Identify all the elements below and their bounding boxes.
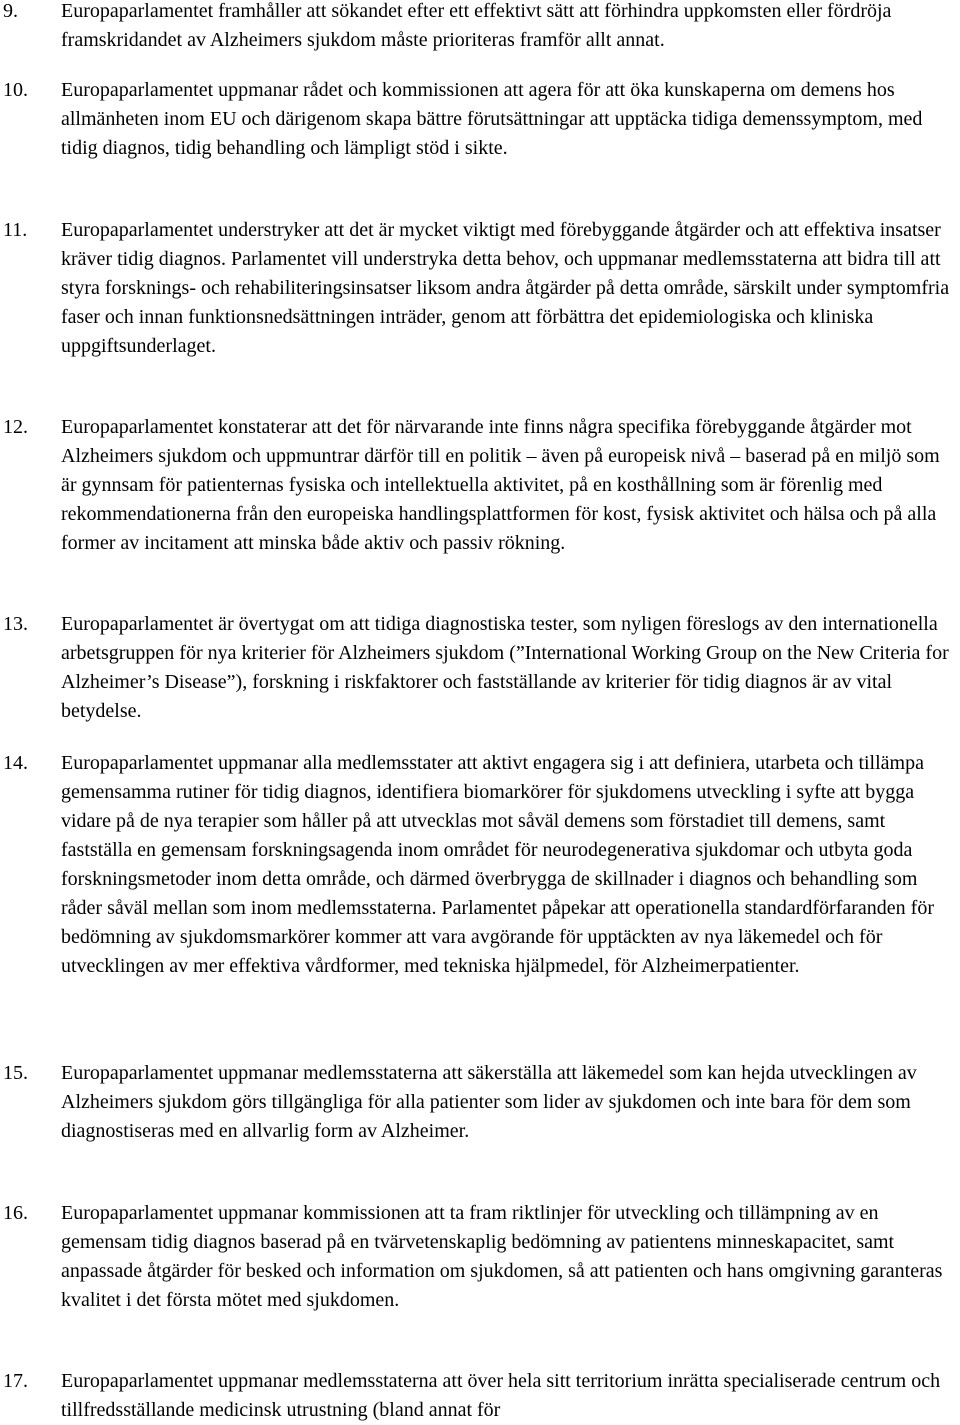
paragraph-text: Europaparlamentet uppmanar kommissionen att ta fram riktlinjer för utveckling och tillämpning av en gemensam tidig diagnos baserad på en tvärvetenskaplig bedömning av patientens minneskapacitet, samt anpassade åtgärder för besked och information om sjukdomen, så att patienten och hans omgivning garanteras kvalitet i det första mötet med sjukdomen. <box>61 1202 943 1311</box>
paragraph-text: Europaparlamentet uppmanar rådet och kommissionen att agera för att öka kunskaperna om demens hos allmänheten inom EU och därigenom skapa bättre förutsättningar att upptäcka tidiga demenssymptom, med tidig diagnos, tidig behandling och lämpligt stöd i sikte. <box>61 79 923 159</box>
paragraph-text: Europaparlamentet uppmanar medlemsstaterna att säkerställa att läkemedel som kan hejda utvecklingen av Alzheimers sjukdom görs tillgängliga för alla patienter som lider av sjukdomen och inte bara för dem som diagnostiseras med en allvarlig form av Alzheimer. <box>61 1062 917 1142</box>
paragraph-10 <box>0 76 960 163</box>
paragraph-text: Europaparlamentet är övertygat om att tidiga diagnostiska tester, som nyligen föreslogs av den internationella arbetsgruppen för nya kriterier för Alzheimers sjukdom (”International Working Group on the New Criteria for Alzheimer’s Disease”), forskning i riskfaktorer och fastställande av kriterier för tidig diagnos är av vital betydelse. <box>61 613 949 722</box>
paragraph-number: 9. <box>3 0 18 22</box>
paragraph-15 <box>0 1059 960 1146</box>
paragraph-text: Europaparlamentet uppmanar medlemsstaterna att över hela sitt territorium inrätta specialiserade centrum och tillfredsställande medicinsk utrustning (bland annat för <box>61 1370 941 1421</box>
paragraph-number: 14. <box>3 752 28 774</box>
paragraph-11 <box>0 216 960 361</box>
paragraph-13 <box>0 610 960 726</box>
paragraph-number: 10. <box>3 79 28 101</box>
paragraph-17 <box>0 1367 960 1425</box>
paragraph-number: 11. <box>3 219 28 241</box>
paragraph-14 <box>0 749 960 981</box>
paragraph-9 <box>0 0 960 55</box>
paragraph-16 <box>0 1199 960 1315</box>
paragraph-text: Europaparlamentet understryker att det är mycket viktigt med förebyggande åtgärder och att effektiva insatser kräver tidig diagnos. Parlamentet vill understryka detta behov, och uppmanar medlemsstaterna att bidra till att styra forsknings- och rehabiliteringsinsatser liksom andra åtgärder på detta område, särskilt under symptomfria faser och innan funktionsnedsättningen inträder, genom att förbättra det epidemiologiska och kliniska uppgiftsunderlaget. <box>61 219 950 357</box>
paragraph-number: 17. <box>3 1370 28 1392</box>
paragraph-number: 15. <box>3 1062 28 1084</box>
paragraph-12 <box>0 413 960 558</box>
paragraph-number: 13. <box>3 613 28 635</box>
paragraph-number: 16. <box>3 1202 28 1224</box>
paragraph-text: Europaparlamentet konstaterar att det för närvarande inte finns några specifika förebyggande åtgärder mot Alzheimers sjukdom och uppmuntrar därför till en politik – även på europeisk nivå – baserad på en miljö som är gynnsam för patienternas fysiska och intellektuella aktivitet, på en kosthållning som är förenlig med rekommendationerna från den europeiska handlingsplattformen för kost, fysisk aktivitet och hälsa och på alla former av incitament att minska både aktiv och passiv rökning. <box>61 416 940 554</box>
paragraph-text: Europaparlamentet uppmanar alla medlemsstater att aktivt engagera sig i att definiera, utarbeta och tillämpa gemensamma rutiner för tidig diagnos, identifiera biomarkörer för sjukdomens utveckling i syfte att bygga vidare på de nya terapier som håller på att utvecklas mot såväl demens som förstadiet till demens, samt fastställa en gemensam forskningsagenda inom området för neurodegenerativa sjukdomar och utbyta goda forskningsmetoder inom detta område, och därmed överbrygga de skillnader i diagnos och behandling som råder såväl mellan som inom medlemsstaterna. Parlamentet påpekar att operationella standardförfaranden för bedömning av sjukdomsmarkörer kommer att vara avgörande för upptäckten av nya läkemedel och för utvecklingen av mer effektiva vårdformer, med tekniska hjälpmedel, för Alzheimerpatienter. <box>61 752 934 977</box>
paragraph-number: 12. <box>3 416 28 438</box>
paragraph-text: Europaparlamentet framhåller att sökandet efter ett effektivt sätt att förhindra uppkomsten eller fördröja framskridandet av Alzheimers sjukdom måste prioriteras framför allt annat. <box>61 0 892 51</box>
